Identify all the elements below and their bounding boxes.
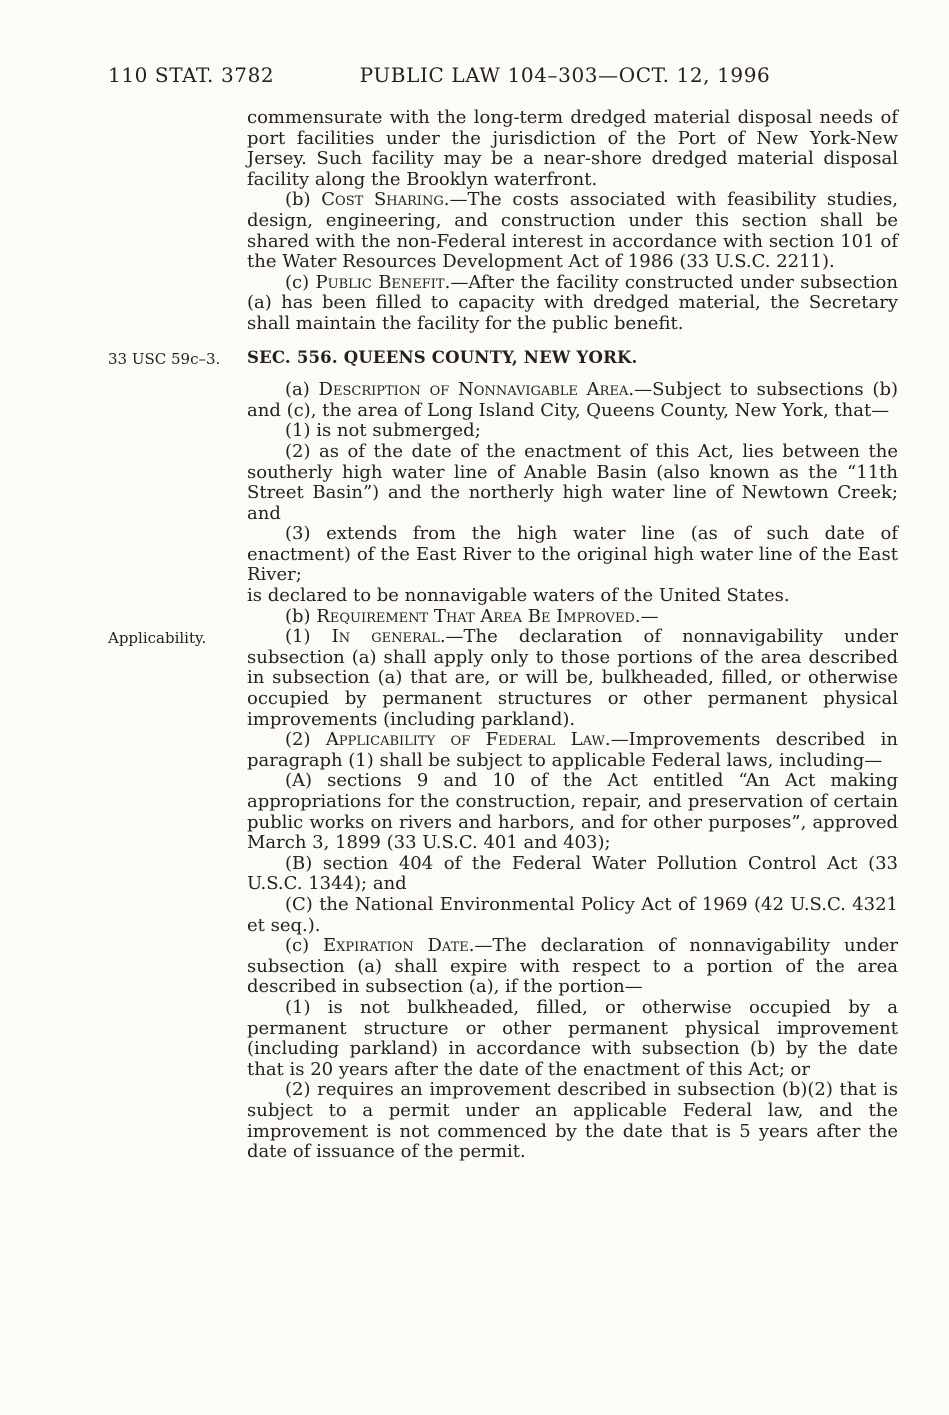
text-run: .— xyxy=(634,605,659,627)
text-run: .—Improvements described in paragraph (1) shall be subject to applicable Federal laws, including— xyxy=(247,729,898,771)
text-run: (2) requires an improvement described in subsection (b)(2) that is subject to a permit under an applicable Federal law, and the improvement is not commenced by the date that is 5 years after the date of issuance of the permit. xyxy=(247,1079,898,1163)
page-stat-number: 110 STAT. 3782 xyxy=(108,63,275,87)
statute-paragraph xyxy=(247,442,898,524)
statute-paragraph xyxy=(247,273,898,335)
text-run: (b) xyxy=(285,605,317,627)
statute-paragraph xyxy=(247,190,898,272)
text-run: .—The declaration of nonnavigability under subsection (a) shall apply only to those portions of the area described in subsection (a) that are, or will be, bulkheaded, filled, or otherwise occupied by permanent structures or other permanent physical improvements (including parkland). xyxy=(247,626,899,730)
text-run: .—The costs associated with feasibility studies, design, engineering, and construction under this section shall be shared with the non-Federal interest in accordance with section 101 of the Water Resources Development Act of 1986 (33 U.S.C. 2211). xyxy=(247,189,898,273)
statute-paragraph xyxy=(247,854,898,895)
text-run: (2) xyxy=(285,729,326,751)
text-run: (1) is not bulkheaded, filled, or otherwise occupied by a permanent structure or other permanent physical improvement (including parkland) in accordance with subsection (b) by the date that is 20 years after the date of the enactment of this Act; or xyxy=(247,996,898,1080)
text-run: (3) extends from the high water line (as of such date of enactment) of the East River to the original high water line of the East River; xyxy=(247,523,898,586)
public-law-header: PUBLIC LAW 104–303—OCT. 12, 1996 xyxy=(359,63,771,87)
statute-paragraph xyxy=(247,730,898,771)
text-run: .—After the facility constructed under subsection (a) has been filled to capacity with dredged material, the Secretary shall maintain the facility for the public benefit. xyxy=(247,271,898,334)
text-run: (B) section 404 of the Federal Water Pollution Control Act (33 U.S.C. 1344); and xyxy=(247,852,898,895)
statute-paragraph xyxy=(247,771,898,853)
small-caps-run: Description of Nonnavigable Area xyxy=(318,379,629,401)
statute-paragraph xyxy=(247,998,898,1080)
statute-paragraph xyxy=(247,380,898,421)
small-caps-run: Requirement That Area Be Improved xyxy=(316,605,635,627)
text-run: (a) xyxy=(285,379,319,401)
margin-note-usc-citation: 33 USC 59c–3. xyxy=(108,350,221,368)
statute-paragraph xyxy=(247,108,898,190)
small-caps-run: Applicability of Federal Law xyxy=(325,729,605,751)
text-run: (A) sections 9 and 10 of the Act entitled “An Act making appropriations for the construction, repair, and preservation of certain public works on rivers and harbors, and for other purposes”, approved March 3, 1899 (33 U.S.C. 401 and 403); xyxy=(247,770,898,854)
text-run: is declared to be nonnavigable waters of the United States. xyxy=(247,585,790,607)
statute-paragraph xyxy=(247,524,898,586)
text-run: commensurate with the long-term dredged material disposal needs of port facilities under the jurisdiction of the Port of New York-New Jersey. Such facility may be a near-shore dredged material disposal facility along the Brooklyn waterfront. xyxy=(247,107,898,190)
small-caps-run: Public Benefit xyxy=(315,271,445,293)
statute-paragraph xyxy=(247,627,898,730)
text-run: (1) is not submerged; xyxy=(285,420,481,442)
text-run: (C) the National Environmental Policy Act of 1969 (42 U.S.C. 4321 et seq.). xyxy=(247,893,898,936)
statute-paragraph xyxy=(247,421,898,442)
small-caps-run: Cost Sharing xyxy=(321,189,444,211)
statute-body xyxy=(247,108,898,1163)
small-caps-run: Expiration Date xyxy=(323,935,469,957)
text-run: (c) xyxy=(285,271,316,293)
text-run: (2) as of the date of the enactment of this Act, lies between the southerly high water line of Anable Basin (also known as the “11th Street Basin”) and the northerly high water line of Newtown Creek; and xyxy=(247,440,898,524)
margin-note-applicability: Applicability. xyxy=(108,629,207,647)
statute-paragraph xyxy=(247,1080,898,1162)
section-heading xyxy=(247,348,898,369)
text-run: (c) xyxy=(285,935,324,957)
small-caps-run: In general xyxy=(331,626,440,648)
text-run: (b) xyxy=(285,189,322,211)
text-run: SEC. 556. QUEENS COUNTY, NEW YORK. xyxy=(247,347,638,367)
statute-paragraph xyxy=(247,586,898,607)
margin-notes xyxy=(108,108,238,1348)
text-run: (1) xyxy=(285,626,332,648)
statute-paragraph xyxy=(247,607,898,628)
statute-paragraph xyxy=(247,895,898,936)
statute-paragraph xyxy=(247,936,898,998)
text-run: .—The declaration of nonnavigability under subsection (a) shall expire with respect to a portion of the area described in subsection (a), if the portion— xyxy=(247,935,899,998)
text-run: .—Subject to subsections (b) and (c), the area of Long Island City, Queens County, New York, that— xyxy=(247,379,898,421)
